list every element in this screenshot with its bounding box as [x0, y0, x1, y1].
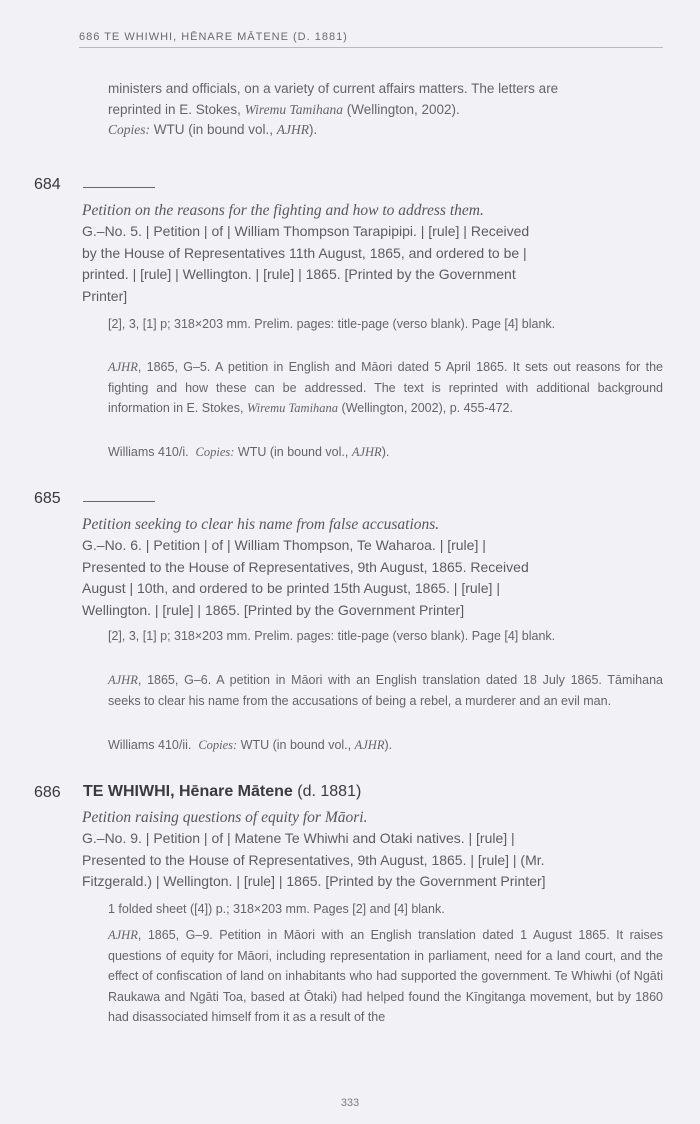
entry-number: 685	[34, 490, 61, 507]
intro-line-1: ministers and officials, on a variety of current affairs matters. The letters are	[108, 81, 559, 96]
entry-description: G.–No. 9. | Petition | of | Matene Te Whiwhi and Otaki natives. | [rule] | Presented to the House of Representatives, 9th August, 1865. | [rule] | (Mr. Fitzgerald.) | Wellington. | [rule] | 1865. [Printed by the Government Printer]	[82, 830, 546, 889]
entry-title: Petition seeking to clear his name from false accusations.	[82, 516, 440, 533]
page-number: 333	[340, 1097, 360, 1109]
entry-title: Petition on the reasons for the fighting and how to address them.	[82, 202, 484, 219]
entry-note: AJHR, 1865, G–9. Petition in Māori with an English translation dated 1 August 1865. It raises questions of equity for Māori, including representation in parliament, need for a land court, and the effect of confiscation of land on inhabitants who had supported the government. Te Whiwhi (of Ngāti Raukawa and Ngāti Toa, based at Ōtaki) had helped found the Kīngitanga movement, but by 1860 had disassociated himself from it as a result of the	[108, 928, 663, 1024]
entry-copies: Williams 410/i. Copies: WTU (in bound vol., AJHR).	[108, 445, 390, 459]
intro-paragraph: ministers and officials, on a variety of current affairs matters. The letters are reprinted in E. Stokes, Wiremu Tamihana (Wellington, 2002). Copies: WTU (in bound vol., AJHR).	[108, 81, 559, 137]
entry-number: 686	[34, 784, 61, 801]
entry-dash	[83, 501, 155, 502]
entry-note: AJHR, 1865, G–5. A petition in English and Māori dated 5 April 1865. It sets out reasons for the fighting and how these can be addressed. The text is reprinted with additional background information in E. Stokes, Wiremu Tamihana (Wellington, 2002), p. 455-472.	[108, 360, 663, 415]
collation: 1 folded sheet ([4]) p.; 318×203 mm. Pages [2] and [4] blank.	[108, 902, 445, 916]
book-title: Wiremu Tamihana	[244, 101, 343, 117]
entry-description: G.–No. 5. | Petition | of | William Thompson Tarapipipi. | [rule] | Received by the House of Representatives 11th August, 1865, and ordered to be | printed. | [rule] | Wellington. | [rule] | 1865. [Printed by the Government Printer]	[82, 223, 530, 304]
collation: [2], 3, [1] p; 318×203 mm. Prelim. pages: title-page (verso blank). Page [4] blank.	[108, 317, 556, 331]
collation: [2], 3, [1] p; 318×203 mm. Prelim. pages: title-page (verso blank). Page [4] blank.	[108, 629, 556, 643]
entry-dash	[83, 187, 155, 188]
entry-copies: Williams 410/ii. Copies: WTU (in bound vol., AJHR).	[108, 738, 393, 752]
entry-number: 684	[34, 176, 61, 193]
entry-description: G.–No. 6. | Petition | of | William Thompson, Te Waharoa. | [rule] | Presented to the House of Representatives, 9th August, 1865. Received August | 10th, and ordered to be printed 15th August, 1865. | [rule] | Wellington. | [rule] | 1865. [Printed by the Government Printer]	[82, 537, 529, 618]
entry-title: Petition raising questions of equity for Māori.	[82, 809, 368, 826]
entry-note: AJHR, 1865, G–6. A petition in Māori with an English translation dated 18 July 1865. Tāmihana seeks to clear his name from the accusations of being a rebel, a murderer and an evil man.	[108, 673, 663, 708]
copies-label: Copies:	[108, 122, 150, 137]
running-header: 686 TE WHIWHI, HĒNARE MĀTENE (D. 1881)	[79, 31, 663, 48]
author-heading: TE WHIWHI, Hēnare Mātene (d. 1881)	[83, 783, 362, 800]
